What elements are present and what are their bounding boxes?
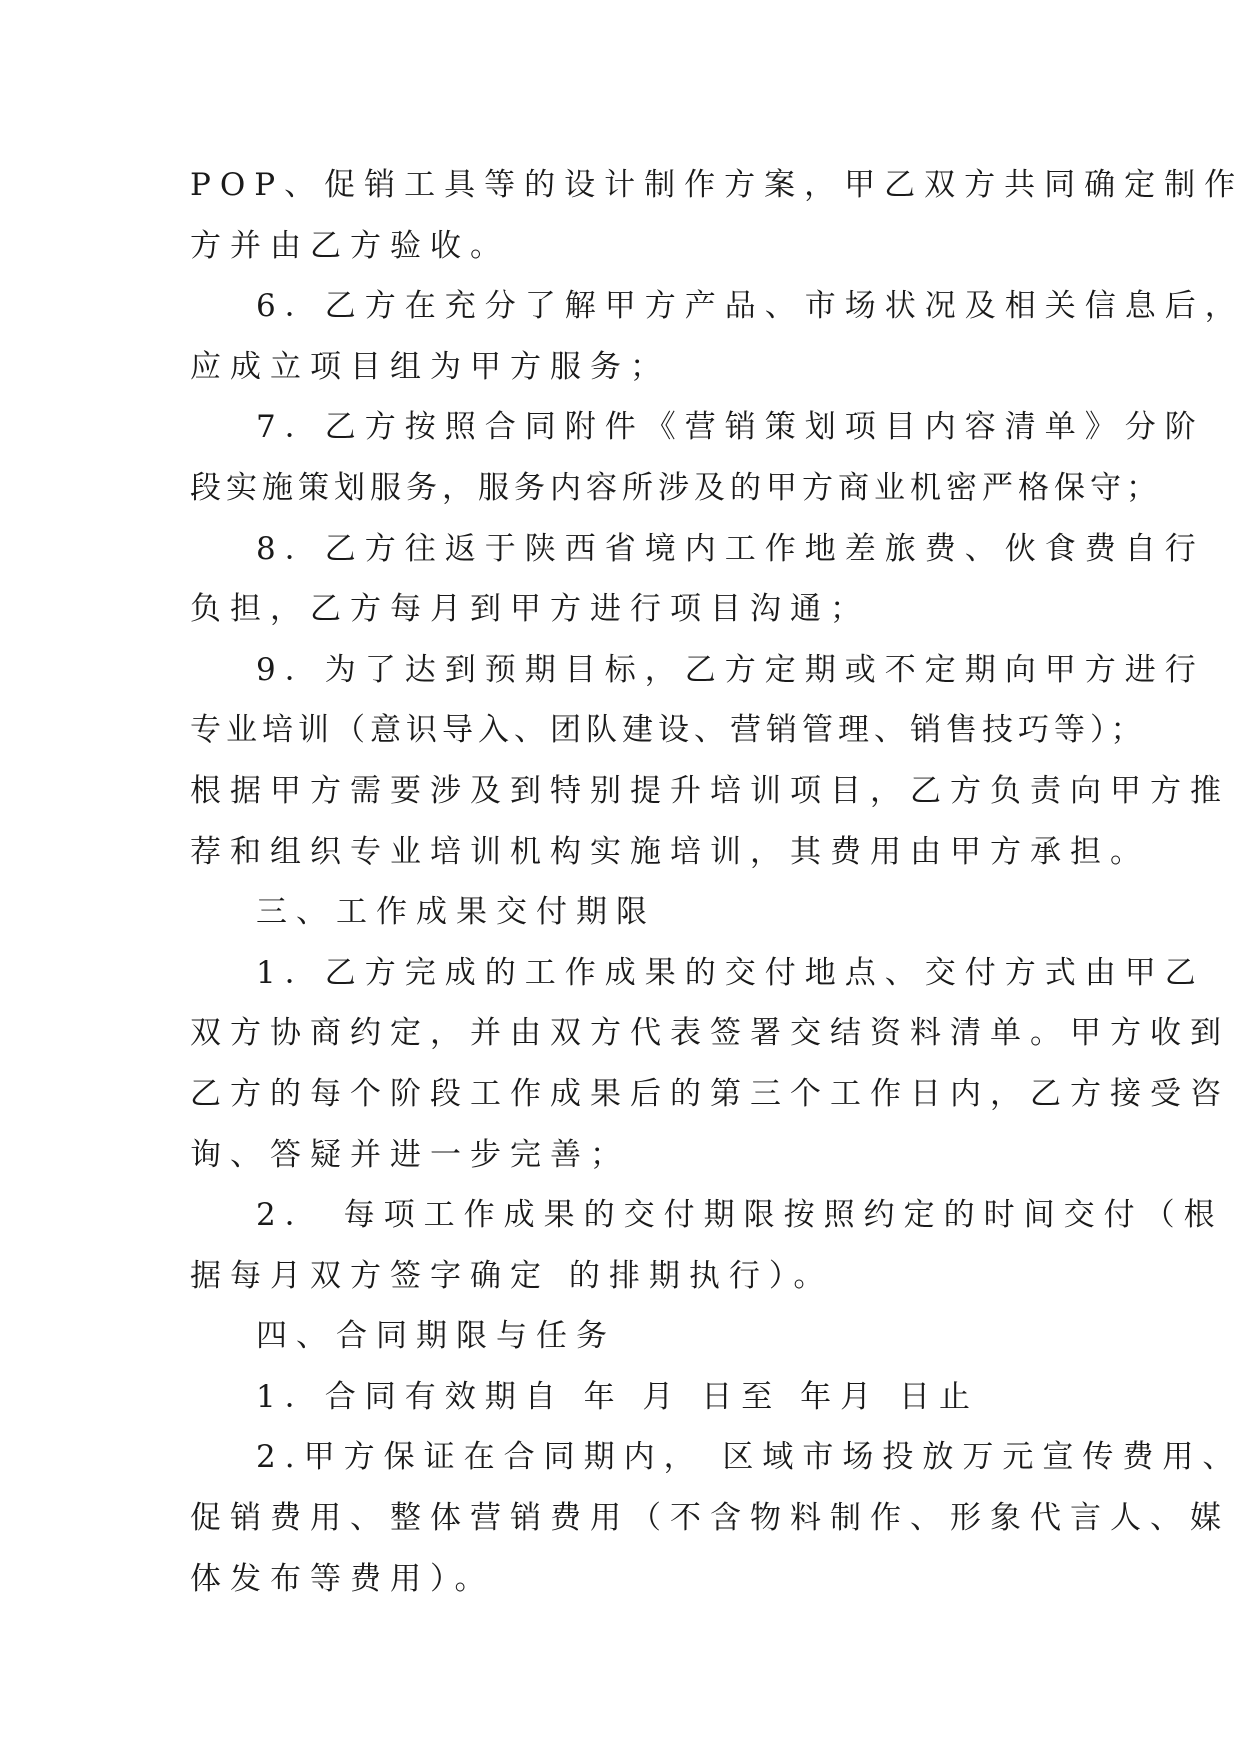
text-line: 7．乙方按照合同附件《营销策划项目内容清单》分阶 bbox=[256, 409, 1205, 446]
text-line: 促销费用、整体营销费用（不含物料制作、形象代言人、媒 bbox=[190, 1500, 1230, 1537]
text-line: 体发布等费用）。 bbox=[190, 1560, 495, 1597]
text-line: 乙方的每个阶段工作成果后的第三个工作日内，乙方接受咨 bbox=[190, 1075, 1230, 1112]
text-line: 方并由乙方验收。 bbox=[190, 227, 510, 264]
text-line: 2.甲方保证在合同期内， 区域市场投放万元宣传费用、 bbox=[256, 1439, 1243, 1476]
document-body bbox=[190, 155, 1245, 1609]
text-line: 9．为了达到预期目标，乙方定期或不定期向甲方进行 bbox=[256, 651, 1205, 688]
text-line: POP、促销工具等的设计制作方案，甲乙双方共同确定制作 bbox=[190, 167, 1245, 203]
text-line: 6．乙方在充分了解甲方产品、市场状况及相关信息后， bbox=[256, 288, 1245, 325]
text-line: 1．合同有效期自 年 月 日至 年月 日止 bbox=[256, 1378, 979, 1415]
text-line: 四、合同期限与任务 bbox=[256, 1318, 616, 1355]
text-line: 应成立项目组为甲方服务； bbox=[190, 348, 670, 385]
text-line: 根据甲方需要涉及到特别提升培训项目，乙方负责向甲方推 bbox=[190, 772, 1230, 809]
text-line: 三、工作成果交付期限 bbox=[256, 894, 656, 931]
text-line: 据每月双方签字确定 的排期执行）。 bbox=[190, 1257, 834, 1294]
text-line: 荐和组织专业培训机构实施培训，其费用由甲方承担。 bbox=[190, 833, 1150, 870]
text-line: 2． 每项工作成果的交付期限按照约定的时间交付（根 bbox=[256, 1197, 1224, 1234]
text-line: 负担，乙方每月到甲方进行项目沟通； bbox=[190, 591, 870, 628]
text-line: 8．乙方往返于陕西省境内工作地差旅费、伙食费自行 bbox=[256, 530, 1205, 567]
text-line: 双方协商约定，并由双方代表签署交结资料清单。甲方收到 bbox=[190, 1015, 1230, 1052]
paragraph-lines bbox=[190, 155, 1245, 1609]
text-line: 询、答疑并进一步完善； bbox=[190, 1136, 630, 1173]
text-line: 1．乙方完成的工作成果的交付地点、交付方式由甲乙 bbox=[256, 954, 1205, 991]
text-line: 段实施策划服务，服务内容所涉及的甲方商业机密严格保守； bbox=[190, 469, 1162, 506]
text-line: 专业培训（意识导入、团队建设、营销管理、销售技巧等）； bbox=[190, 712, 1147, 749]
